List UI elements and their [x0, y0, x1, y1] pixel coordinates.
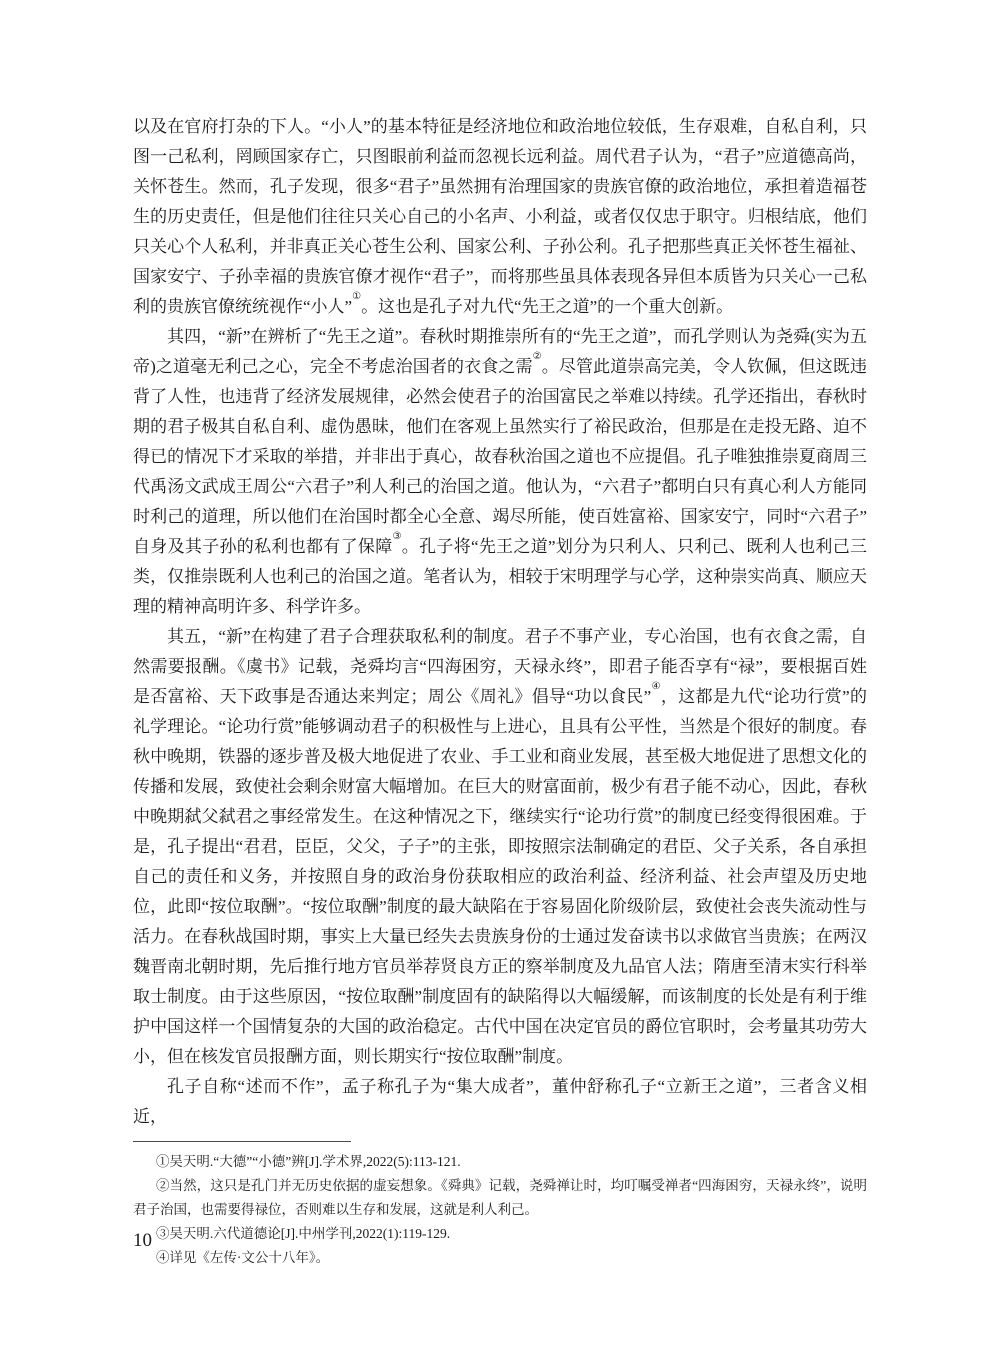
- footnote-separator: [133, 1141, 351, 1142]
- body-paragraph-4: 孔子自称“述而不作”，孟子称孔子为“集大成者”，董仲舒称孔子“立新王之道”，三者含义相近，: [133, 1077, 867, 1126]
- page-content: [133, 112, 867, 1270]
- body-paragraph-3: 其五，“新”在构建了君子合理获取私利的制度。君子不事产业，专心治国，也有衣食之需，自然需要报酬。《虞书》记载，尧舜均言“四海困穷，天禄永终”，即君子能否享有“禄”，要根据百姓是否富裕、天下政事是否通达来判定；周公《周礼》倡导“功以食民”④，这都是九代“论功行赏”的礼学理论。“论功行赏”能够调动君子的积极性与上进心，且具有公平性，当然是个很好的制度。春秋中晚期，铁器的逐步普及极大地促进了农业、手工业和商业发展，甚至极大地促进了思想文化的传播和发展，致使社会剩余财富大幅增加。在巨大的财富面前，极少有君子能不动心，因此，春秋中晚期弑父弑君之事经常发生。在这种情况之下，继续实行“论功行赏”的制度已经变得很困难。于是，孔子提出“君君，臣臣，父父，子子”的主张，即按照宗法制确定的君臣、父子关系，各自承担自己的责任和义务，并按照自身的政治身份获取相应的政治利益、经济利益、社会声望及历史地位，此即“按位取酬”。“按位取酬”制度的最大缺陷在于容易固化阶级阶层，致使社会丧失流动性与活力。在春秋战国时期，事实上大量已经失去贵族身份的士通过发奋读书以求做官当贵族；在两汉魏晋南北朝时期，先后推行地方官员举荐贤良方正的察举制度及九品官人法；隋唐至清末实行科举取士制度。由于这些原因，“按位取酬”制度固有的缺陷得以大幅缓解，而该制度的长处是有利于维护中国这样一个国情复杂的大国的政治稳定。古代中国在决定官员的爵位官职时，会考量其功劳大小，但在核发官员报酬方面，则长期实行“按位取酬”制度。: [133, 627, 867, 1066]
- footnotes-section: [133, 1150, 867, 1270]
- footnote-1: ①吴天明.“大德”“小德”辨[J].学术界,2022(5):113-121.: [155, 1154, 461, 1169]
- page-number: 10: [133, 1230, 152, 1251]
- body-paragraph-2: 其四，“新”在辨析了“先王之道”。春秋时期推崇所有的“先王之道”，而孔学则认为尧舜(实为五帝)之道毫无利己之心，完全不考虑治国者的衣食之需②。尽管此道崇高完美，令人钦佩，但这既违背了人性，也违背了经济发展规律，必然会使君子的治国富民之举难以持续。孔学还指出，春秋时期的君子极其自私自利、虚伪愚昧，他们在客观上虽然实行了裕民政治，但那是在走投无路、迫不得已的情况下才采取的举措，并非出于真心，故春秋治国之道也不应提倡。孔子唯独推崇夏商周三代禹汤文武成王周公“六君子”利人利己的治国之道。他认为，“六君子”都明白只有真心利人方能同时利己的道理，所以他们在治国时都全心全意、竭尽所能，使百姓富裕、国家安宁，同时“六君子”自身及其子孙的私利也都有了保障③。孔子将“先王之道”划分为只利人、只利己、既利人也利己三类，仅推崇既利人也利己的治国之道。笔者认为，相较于宋明理学与心学，这种崇实尚真、顺应天理的精神高明许多、科学许多。: [133, 327, 868, 616]
- footnote-3: ③吴天明.六代道德论[J].中州学刊,2022(1):119-129.: [155, 1226, 451, 1241]
- body-paragraph-1: 以及在官府打杂的下人。“小人”的基本特征是经济地位和政治地位较低，生存艰难，自私自利，只图一己私利，罔顾国家存亡，只图眼前利益而忽视长远利益。周代君子认为，“君子”应道德高尚，关怀苍生。然而，孔子发现，很多“君子”虽然拥有治理国家的贵族官僚的政治地位，承担着造福苍生的历史责任，但是他们往往只关心自己的小名声、小利益，或者仅仅忠于职守。归根结底，他们只关心个人私利，并非真正关心苍生公利、国家公利、子孙公利。孔子把那些真正关怀苍生福祉、国家安宁、子孙幸福的贵族官僚才视作“君子”，而将那些虽具体表现各异但本质皆为只关心一己私利的贵族官僚统统视作“小人”①。这也是孔子对九代“先王之道”的一个重大创新。: [133, 117, 867, 316]
- footnote-2: ②当然，这只是孔门并无历史依据的虚妄想象。《舜典》记载，尧舜禅让时，均叮嘱受禅者“四海困穷，天禄永终”，说明君子治国，也需要得禄位，否则难以生存和发展，这就是利人利己。: [133, 1178, 867, 1217]
- footnote-4: ④详见《左传·文公十八年》。: [155, 1250, 330, 1265]
